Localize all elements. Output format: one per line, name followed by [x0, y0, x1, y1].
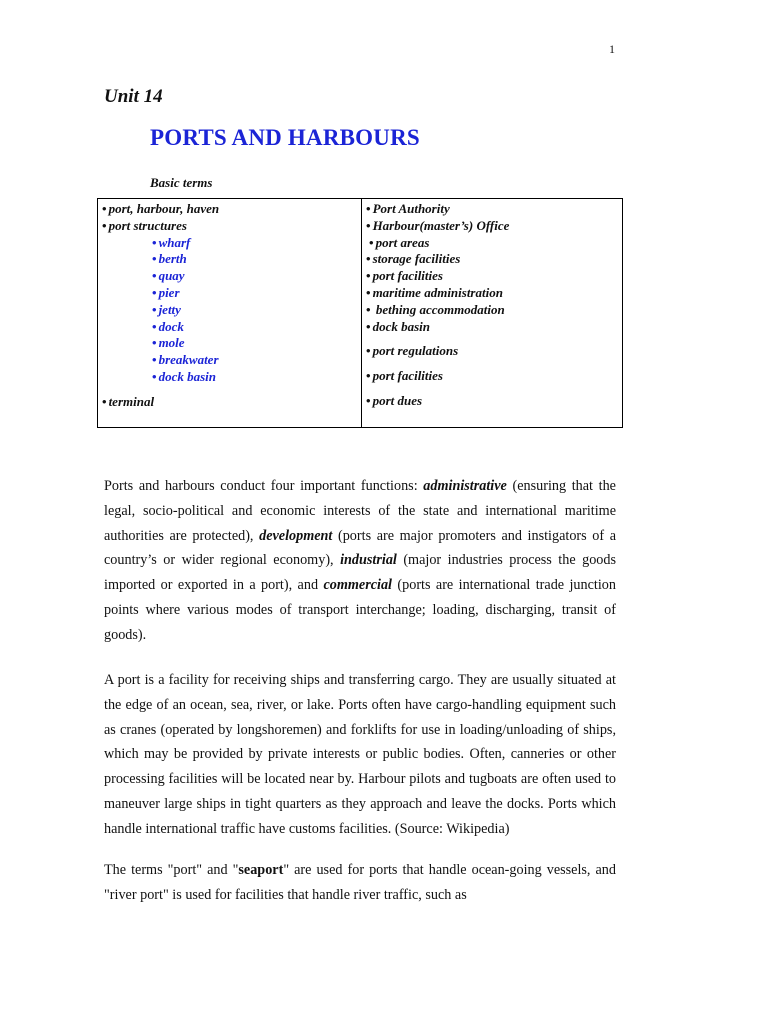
- term-subitem: [102, 285, 361, 302]
- paragraph-functions: [104, 474, 616, 648]
- term-subitem: [102, 251, 361, 268]
- paragraph-text: (major industries process the goods imported or exported in a port), and: [104, 552, 617, 594]
- term-text: storage facilities: [372, 251, 461, 267]
- keyword-development: development: [259, 527, 333, 544]
- keyword-seaport: seaport: [238, 862, 284, 878]
- bullet-icon: •: [102, 393, 107, 409]
- bullet-icon: •: [366, 343, 371, 359]
- term-text: Harbour(master’s) Office: [372, 217, 510, 233]
- bullet-icon: •: [366, 217, 371, 233]
- term-text: port facilities: [372, 268, 443, 284]
- term-text: port, harbour, haven: [108, 201, 220, 216]
- term-item: [366, 393, 622, 410]
- paragraph-terms: [104, 858, 616, 908]
- bullet-icon: •: [152, 368, 157, 384]
- term-item: [366, 268, 622, 285]
- bullet-icon: •: [366, 201, 371, 216]
- main-title: PORTS AND HARBOURS: [150, 125, 420, 150]
- keyword-industrial: industrial: [340, 552, 397, 569]
- bullet-icon: •: [369, 234, 374, 250]
- term-subitem: [102, 235, 361, 252]
- term-text: quay: [158, 268, 185, 284]
- term-text: berth: [158, 251, 187, 267]
- paragraph-text: " are used for ports that handle ocean-going vessels, and "river port" is used for facilities that handle river traffic, such as: [104, 862, 616, 903]
- page-number: 1: [609, 42, 615, 56]
- bullet-icon: •: [152, 318, 157, 334]
- paragraph-port-definition: A port is a facility for receiving ships and transferring cargo. They are usually situated at the edge of an ocean, sea, river, or lake. Ports often have cargo-handling equipment such as cranes (operated by longshoremen) and forklifts for use in loading/unloading of ships, which may be provided by private interests or public bodies. Often, canneries or other processing facilities will be located near by. Harbour pilots and tugboats are often used to maneuver large ships in tight quarters as they approach and leave the docks. Ports which handle international traffic have customs facilities. (Source: Wikipedia): [104, 672, 616, 837]
- bullet-icon: •: [366, 368, 371, 384]
- bullet-icon: •: [102, 201, 107, 216]
- term-text: port dues: [372, 392, 423, 408]
- terms-column-right: [362, 199, 622, 427]
- term-text: port regulations: [372, 343, 459, 359]
- term-subitem: [102, 369, 361, 386]
- term-text: pier: [158, 284, 180, 300]
- term-subitem: [102, 319, 361, 336]
- term-text: dock basin: [158, 368, 216, 384]
- term-subitem: [102, 268, 361, 285]
- bullet-icon: •: [152, 352, 157, 368]
- bullet-icon: •: [102, 217, 107, 233]
- terms-table: [97, 198, 623, 428]
- bullet-icon: •: [152, 268, 157, 284]
- term-item: [102, 218, 361, 235]
- term-text: breakwater: [158, 352, 219, 368]
- term-item: [366, 302, 622, 319]
- bullet-icon: •: [366, 284, 371, 300]
- term-item: [102, 201, 361, 218]
- term-text: mole: [158, 335, 185, 351]
- term-subitem: [102, 352, 361, 369]
- term-item: [366, 368, 622, 385]
- unit-title: Unit 14: [104, 86, 163, 107]
- term-item: [366, 251, 622, 268]
- term-text: maritime administration: [372, 284, 503, 300]
- term-subitem: [102, 335, 361, 352]
- term-item: [366, 218, 622, 235]
- bullet-icon: •: [152, 284, 157, 300]
- bullet-icon: •: [152, 301, 157, 317]
- term-item: [366, 235, 622, 252]
- term-item: [366, 201, 622, 218]
- term-text: bething accommodation: [375, 301, 505, 317]
- term-text: port structures: [108, 217, 187, 233]
- bullet-icon: •: [152, 251, 157, 267]
- term-text: dock basin: [372, 318, 430, 334]
- keyword-commercial: commercial: [323, 577, 392, 594]
- term-item: [366, 343, 622, 360]
- term-text: dock: [158, 318, 184, 334]
- term-item: [366, 285, 622, 302]
- bullet-icon: •: [152, 234, 157, 250]
- terms-heading: Basic terms: [150, 175, 213, 190]
- term-text: jetty: [158, 301, 181, 317]
- paragraph-text: (ports are international trade junction points where various modes of transport interchange; loading, discharging, transit of goods).: [104, 577, 616, 643]
- bullet-icon: •: [366, 318, 371, 334]
- term-subitem: [102, 302, 361, 319]
- bullet-icon: •: [366, 251, 371, 267]
- keyword-administrative: administrative: [423, 478, 507, 494]
- terms-column-left: [98, 199, 362, 427]
- bullet-icon: •: [152, 335, 157, 351]
- term-text: port facilities: [372, 368, 443, 384]
- bullet-icon: •: [366, 268, 371, 284]
- term-text: Port Authority: [372, 201, 450, 216]
- paragraph-text: Ports and harbours conduct four important functions:: [104, 478, 424, 494]
- bullet-icon: •: [366, 301, 371, 317]
- term-text: port areas: [375, 234, 430, 250]
- term-text: wharf: [158, 234, 191, 250]
- paragraph-text: (ensuring that the legal, socio-political and economic interests of the state and international maritime authorities are protected),: [104, 478, 616, 544]
- term-item: [366, 319, 622, 336]
- term-item: [102, 394, 361, 411]
- term-text: terminal: [108, 393, 155, 409]
- paragraph-text: (ports are major promoters and instigators of a country’s or wider regional economy),: [104, 527, 616, 569]
- bullet-icon: •: [366, 392, 371, 408]
- paragraph-text: The terms "port" and ": [104, 862, 239, 878]
